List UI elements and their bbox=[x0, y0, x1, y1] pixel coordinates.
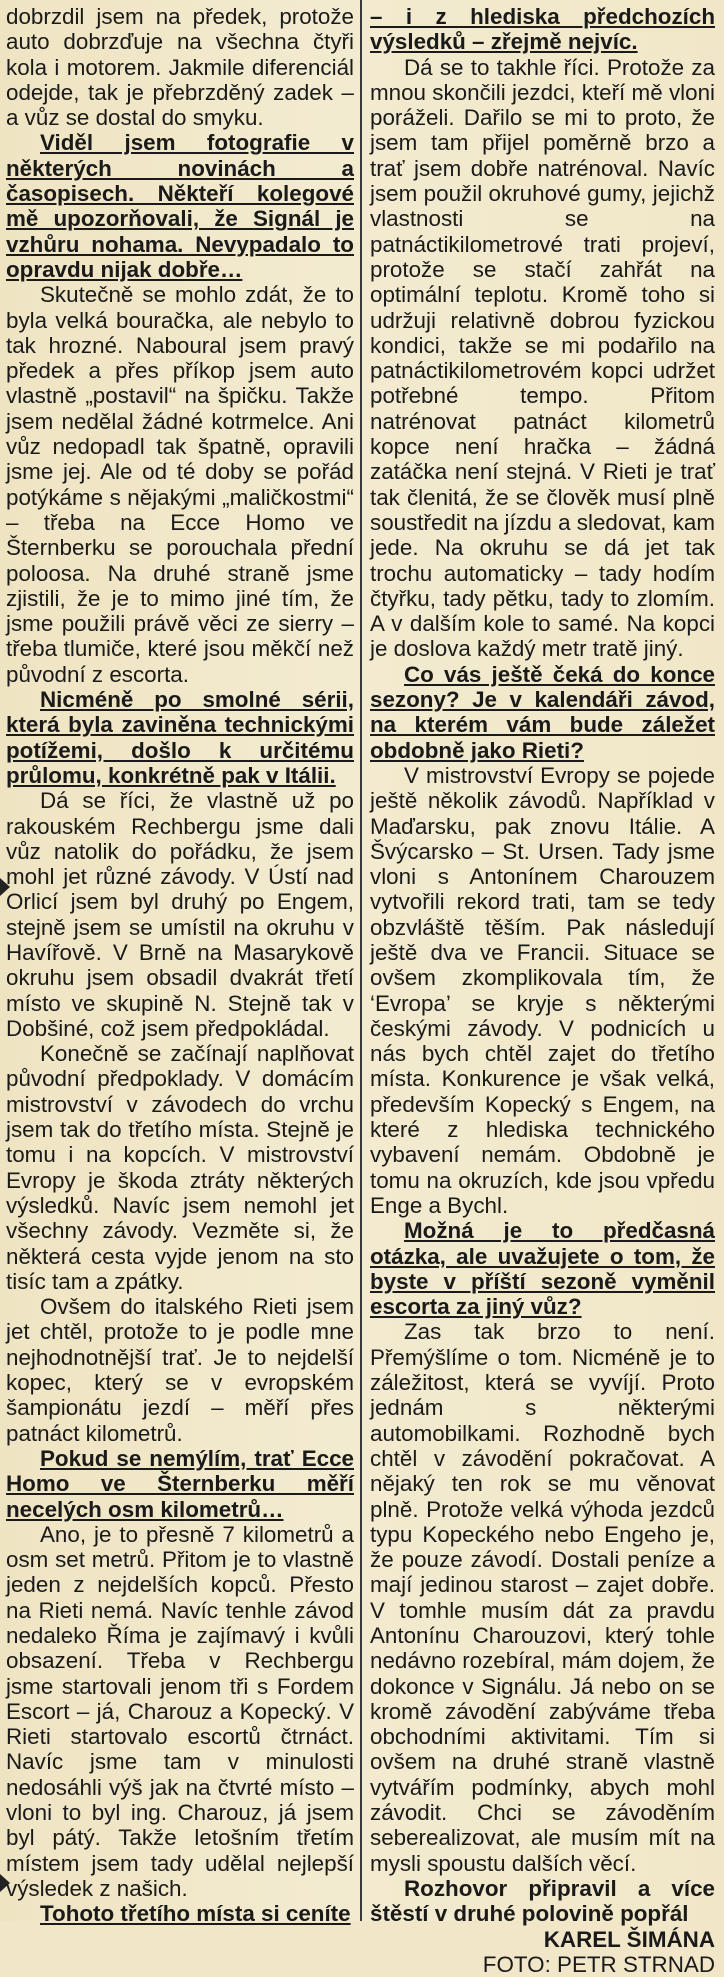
right-column bbox=[370, 4, 715, 1977]
question-paragraph: Viděl jsem fotografie v některých novinách a časopisech. Někteří kolegové mě upozorňovali, že Signál je vzhůru nohama. Nevypadalo to opravdu nijak dobře… bbox=[6, 130, 354, 282]
photo-credit: FOTO: PETR STRNAD bbox=[482, 1951, 715, 1977]
question-paragraph: Nicméně po smolné sérii, která byla zaviněna technickými potížemi, došlo k určitému průlomu, konkrétně pak v Itálii. bbox=[6, 687, 354, 788]
answer-paragraph: dobrzdil jsem na předek, protože auto dobrzďuje na všechna čtyři kola i motorem. Jakmile diferenciál odejde, tak je přebrzděný zadek – a vůz se dostal do smyku. bbox=[6, 4, 354, 131]
question-paragraph: Pokud se nemýlím, trať Ecce Homo ve Šternberku měří necelých osm kilometrů… bbox=[6, 1445, 354, 1522]
answer-paragraph: Konečně se začínají naplňovat původní předpoklady. V domácím mistrovství v závodech do vrchu jsem tak do třetího místa. Stejně je tomu i na kopcích. V mistrovství Evropy je škoda ztráty některých výsledků. Navíc jsem nemohl jet všechny závody. Vezměte si, že některá cesta vyjde jenom na sto tisíc tam a zpátky. bbox=[6, 1041, 354, 1294]
question-continuation: – i z hlediska předchozích výsledků – zřejmě nejvíc. bbox=[370, 4, 715, 55]
answer-paragraph: V mistrovství Evropy se pojede ještě několik závodů. Například v Maďarsku, pak znovu Itálie. A Švýcarsko – St. Ursen. Tady jsme vloni s Antonínem Charouzem vytvořili rekord trati, tam se tedy obzvláště těším. Pak následují ještě dva ve Francii. Situace se ovšem zkomplikovala tím, že ‘Evropa’ se kryje s některými českými závody. V podnicích u nás bych chtěl zajet do třetího místa. Konkurence je však velká, především Kopecký s Engem, na které z hlediska technického vybavení nemám. Obdobně je tomu na okruzích, kde jsou vpředu Enge a Bychl. bbox=[370, 762, 715, 1218]
left-column bbox=[6, 4, 354, 1927]
answer-paragraph: Dá se to takhle říci. Protože za mnou skončili jezdci, kteří mě vloni poráželi. Dařilo se mi to proto, že jsem tam přijel poměrně brzo a trať jsem dobře natrénoval. Navíc jsem použil okruhové gumy, jejichž vlastnosti se na patnáctikilometrové trati projeví, protože se stačí zahřát na optimální teplotu. Kromě toho si udržuji relativně dobrou fyzickou kondici, takže se mi podařilo na patnáctikilometrovém kopci udržet potřebné tempo. Přitom natrénovat patnáct kilometrů kopce není hračka – žádná zatáčka není stejná. V Rieti je trať tak členitá, že se člověk musí plně soustředit na jízdu a sledovat, kam jede. Na okruhu se dá jet tak trochu automaticky – tady hodím čtyřku, tady pětku, tady to zlomím. A v dalším kole to samé. Na kopci je doslova každý metr tratě jiný. bbox=[370, 54, 715, 662]
answer-paragraph: Ovšem do italského Rieti jsem jet chtěl, protože to je podle mne nejhodnotnější trať. Je to nejdelší kopec, který se v evropském šampionátu jezdí – měří přes patnáct kilometrů. bbox=[6, 1294, 354, 1446]
answer-paragraph: Zas tak brzo to není. Přemýšlíme o tom. Nicméně je to záležitost, která se vyvíjí. Proto jednám s některými automobilkami. Rozhodně bych chtěl v závodění pokračovat. A nějaký ten rok se mu věnovat plně. Protože velká výhoda jezdců typu Kopeckého nebo Engeho je, že pouze závodí. Dostali peníze a mají jedinou starost – zajet dobře. V tomhle musím dát za pravdu Antonínu Charouzovi, který tohle nedávno rozebíral, mám dojem, že dokonce v Signálu. Já nebo on se kromě závodění zabýváme třeba obchodními aktivitami. Tím si ovšem na druhé straně vlastně vytvářím podmínky, abych mohl závodit. Chci se závoděním seberealizovat, ale musím mít na mysli spoustu dalších věcí. bbox=[370, 1319, 715, 1876]
answer-paragraph: Skutečně se mohlo zdát, že to byla velká bouračka, ale nebylo to tak hrozné. Naboural jsem pravý předek a přes příkop jsem auto vlastně „postavil“ na špičku. Takže jsem nedělal žádné kotrmelce. Ani vůz nedopadl tak špatně, opravili jsme jej. Ale od té doby se pořád potýkáme s nějakými „maličkostmi“ – třeba na Ecce Homo ve Šternberku se porouchala přední poloosa. Na druhé straně jsme zjistili, že je to mimo jiné tím, že jsme použili právě věci ze sierry – třeba tlumiče, které jsou měkčí než původní z escorta. bbox=[6, 282, 354, 687]
signoff-line: Rozhovor připravil a více štěstí v druhé polovině popřál bbox=[370, 1875, 715, 1927]
author-name: KAREL ŠIMÁNA bbox=[543, 1926, 715, 1952]
question-paragraph: Tohoto třetího místa si ceníte bbox=[40, 1901, 351, 1927]
question-paragraph: Možná je to předčasná otázka, ale uvažujete o tom, že byste v příští sezoně vyměnil escorta za jiný vůz? bbox=[370, 1218, 715, 1320]
column-divider bbox=[360, 0, 362, 1921]
answer-paragraph: Ano, je to přesně 7 kilometrů a osm set metrů. Přitom je to vlastně jeden z nejdelších kopců. Přesto na Rieti nemá. Navíc tenhle závod nedaleko Říma je zajímavý i kvůli obsazení. Třeba v Rechbergu jsme startovali jenom tři s Fordem Escort – já, Charouz a Kopecký. V Rieti startovalo escortů čtrnáct. Navíc jsme tam v minulosti nedosáhli výš jak na čtvrté místo – vloni to byl ing. Charouz, já jsem byl pátý. Takže letošním třetím místem jsem tady udělal nejlepší výsledek z našich. bbox=[6, 1521, 354, 1901]
answer-paragraph: Dá se říci, že vlastně už po rakouském Rechbergu jsme dali vůz natolik do pořádku, že jsem mohl jet různé závody. V Ústí nad Orlicí jsem byl druhý po Engem, stejně jsem se umístil na okruhu v Havířově. V Brně na Masarykově okruhu jsem obsadil dvakrát třetí místo ve skupině N. Stejně tak v Dobšiné, což jsem předpokládal. bbox=[6, 788, 354, 1041]
question-paragraph: Co vás ještě čeká do konce sezony? Je v kalendáři závod, na kterém vám bude záležet obdobně jako Rieti? bbox=[370, 661, 715, 763]
